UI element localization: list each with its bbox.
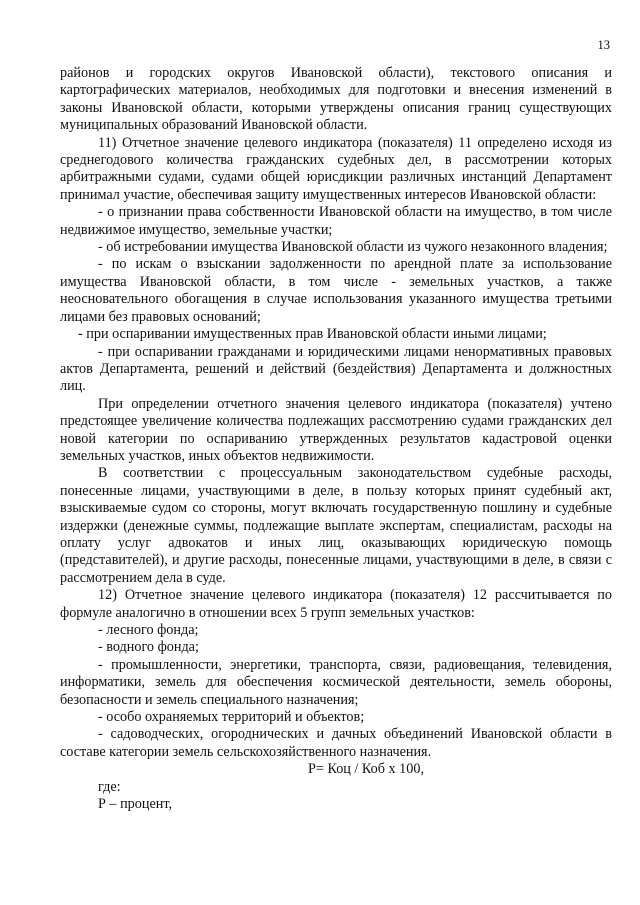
list-item: - особо охраняемых территорий и объектов; <box>98 709 365 726</box>
list-item: - о признании права собственности Ивановской области на имущество, в том числе недвижимое имущество, земельные участки; <box>60 204 612 238</box>
list-item: - при оспаривании имущественных прав Ивановской области иными лицами; <box>78 326 547 343</box>
list-item: - при оспаривании гражданами и юридическими лицами ненормативных правовых актов Департамента, решений и действий (бездействия) Департамента и должностных лиц. <box>60 343 612 395</box>
paragraph: 12) Отчетное значение целевого индикатора (показателя) 12 рассчитывается по формуле аналогично в отношении всех 5 групп земельных участков: <box>60 587 612 621</box>
list-item: - промышленности, энергетики, транспорта, связи, радиовещания, телевидения, информатики, земель для обеспечения космической деятельности, земель обороны, безопасности и земель специального назначения; <box>60 656 612 708</box>
list-item: - лесного фонда; <box>98 622 199 638</box>
paragraph: районов и городских округов Ивановской области), текстового описания и картографических материалов, необходимых для подготовки и внесения изменений в законы Ивановской области, которыми утверждены описания границ существующих муниципальных образований Ивановской области. <box>60 65 612 134</box>
formula: Р= Коц / Коб х 100, <box>308 761 424 778</box>
list-item: - садоводческих, огороднических и дачных объединений Ивановской области в составе категории земель сельскохозяйственного назначения. <box>60 726 612 760</box>
definition: Р – процент, <box>98 796 173 813</box>
list-item: - об истребовании имущества Ивановской области из чужого незаконного владения; <box>98 239 608 256</box>
document-body <box>60 65 612 813</box>
where-label: где: <box>98 778 121 795</box>
paragraph: 11) Отчетное значение целевого индикатора (показателя) 11 определено исходя из среднегодового количества гражданских судебных дел, в рассмотрении которых арбитражными судами, судами общей юрисдикции различных инстанций Департамент принимал участие, обеспечивая защиту имущественных интересов Ивановской области: <box>60 134 612 203</box>
page-number: 13 <box>597 38 610 52</box>
paragraph: В соответствии с процессуальным законодательством судебные расходы, понесенные лицами, участвующими в деле, в пользу которых принят судебный акт, взыскиваемые судом со стороны, могут включать государственную пошлину и судебные издержки (денежные суммы, подлежащие выплате экспертам, специалистам, расходы на оплату услуг адвокатов и иных лиц, оказывающих юридическую помощь (представителей), и другие расходы, понесенные лицами, участвующими в деле, в связи с рассмотрением дела в суде. <box>60 465 612 586</box>
list-item: - по искам о взыскании задолженности по арендной плате за использование имущества Ивановской области, в том числе - земельных участков, а также неосновательного обогащения в случае использования указанного имущества третьими лицами без правовых оснований; <box>60 256 612 325</box>
paragraph: При определении отчетного значения целевого индикатора (показателя) учтено предстоящее увеличение количества подлежащих рассмотрению судами гражданских дел новой категории по оспариванию утвержденных результатов кадастровой оценки земельных участков, иных объектов недвижимости. <box>60 395 612 464</box>
list-item: - водного фонда; <box>98 639 199 656</box>
